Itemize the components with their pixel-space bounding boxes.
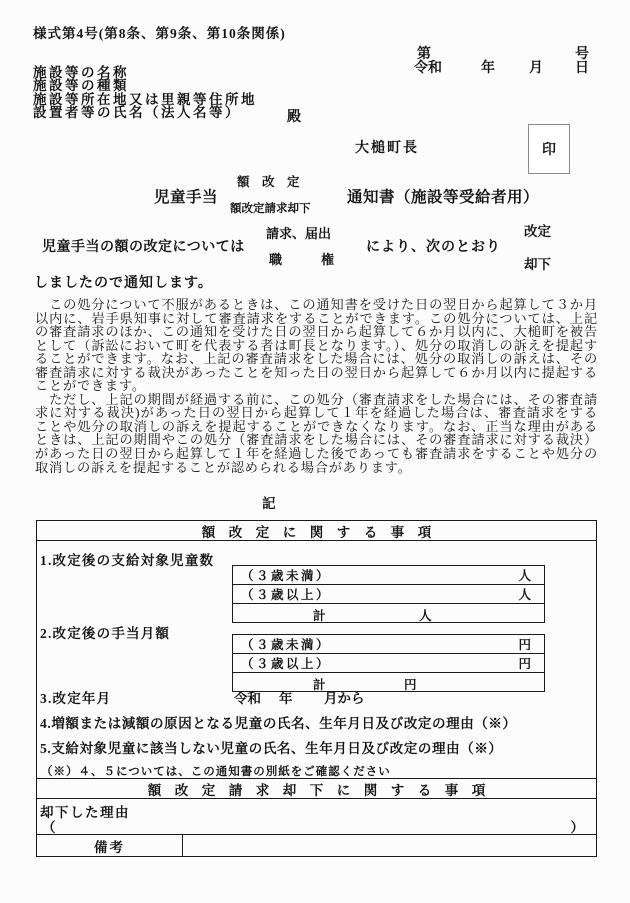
sentence-tail: しましたので通知します。 [34, 276, 213, 291]
facility-type-label: 施設等の種類 [33, 78, 129, 94]
over3-amount-label: （３歳以上） [241, 657, 332, 671]
seal-mark: 印 [542, 143, 556, 158]
seal-box [528, 124, 570, 174]
over3-amount-unit: 円 [518, 657, 531, 671]
appeal-paragraph-2: ただし、上記の期間が経過する前に、この処分（審査請求をした場合には、その審査請求に対する裁決)があった日の翌日から起算して１年を経過した場合は、審査請求をすることや処分の取消しの訴えを提起することができなくなります。なお、正当な理由があるときは、上記の期間やこの処分（審査請求をした場合には、その審査請求に対する裁決）があった日の翌日から起算して１年を経過した後であっても審査請求をすることや処分の取消しの訴えを提起することが認められる場合があります。 [35, 391, 598, 475]
children-count-table [232, 565, 545, 623]
sentence-option-authority: 職 権 [269, 252, 335, 267]
table-row [233, 566, 544, 585]
under3-amount-unit: 円 [518, 638, 531, 652]
title-suffix: 通知書（施設等受給者用） [347, 189, 540, 206]
under3-amount-label: （３歳未満） [241, 638, 332, 652]
rejection-reason-cell [37, 799, 596, 835]
item3-label: 3.改定年月 [40, 691, 112, 706]
sentence-option-rejected: 却下 [524, 257, 551, 272]
doc-number-prefix: 第 [417, 47, 431, 62]
title-prefix: 児童手当 [154, 189, 219, 206]
appeal-paragraph-1: この処分について不服があるときは、この通知書を受けた日の翌日から起算して３か月以内に、岩手県知事に対して審査請求をすることができます。この処分については、上記の審査請求のほか、この通知を受けた日の翌日から起算して６か月以内に、大槌町を被告として（訴訟において町を代表する者は町長となります。）、処分の取消しの訴えを提起することができます。なお、上記の審査請求をした場合には、処分の取消しの訴えは、その審査請求に対する裁決があったことを知った日の翌日から起算して６か月以内に提起することができます。 [35, 297, 598, 394]
table-row-total [233, 604, 544, 622]
section1-body [37, 541, 596, 779]
sentence-option-revised: 改定 [524, 224, 551, 239]
mayor-name: 大槌町長 [355, 141, 419, 156]
remarks-row [37, 835, 596, 856]
asterisk-note: （※）４、５については、この通知書の別紙をご確認ください [41, 766, 391, 778]
rejection-reason-label: 却下した理由 [40, 805, 130, 820]
doc-number-suffix: 号 [575, 47, 589, 62]
total-label: 計 [313, 609, 326, 623]
remarks-label: 備考 [37, 835, 183, 856]
over3-unit: 人 [518, 588, 531, 602]
under3-unit: 人 [518, 569, 531, 583]
item3-month-label: 月から [324, 691, 365, 706]
table-row [233, 585, 544, 604]
facility-name-label: 施設等の名称 [33, 65, 129, 80]
recipient-labels [33, 66, 257, 120]
date-day-label: 日 [575, 61, 589, 76]
remarks-value-cell [183, 835, 596, 856]
section1-header: 額 改 定 に 関 す る 事 項 [37, 521, 596, 541]
title-option-rejection: 額改定請求却下 [230, 203, 311, 215]
item3-era: 令和 [234, 691, 261, 706]
item1-label: 1.改定後の支給対象児童数 [40, 553, 215, 568]
table-row [233, 635, 544, 654]
details-table [36, 520, 597, 857]
date-year-label: 年 [481, 61, 495, 76]
appeal-instructions [35, 298, 598, 474]
sentence-option-request: 請求、届出 [266, 226, 332, 241]
table-row [233, 654, 544, 673]
total-amount-unit: 円 [404, 678, 417, 692]
item5-label: 5.支給対象児童に該当しない児童の氏名、生年月日及び改定の理由（※） [40, 741, 503, 756]
section2-header: 額 改 定 請 求 却 下 に 関 す る 事 項 [37, 779, 596, 799]
total-amount-label: 計 [313, 678, 326, 692]
honorific-label: 殿 [287, 110, 301, 125]
founder-name-label: 設置者等の氏名（法人名等） [33, 105, 241, 121]
sentence-middle: により、次のとおり [366, 240, 501, 255]
monthly-amount-table [232, 634, 545, 692]
sentence-lead: 児童手当の額の改定については [42, 240, 245, 255]
paren-close: ） [570, 820, 584, 835]
under3-label: （３歳未満） [241, 569, 332, 583]
total-unit: 人 [419, 609, 432, 623]
item3-year-label: 年 [279, 691, 293, 706]
item4-label: 4.増額または減額の原因となる児童の氏名、生年月日及び改定の理由（※） [40, 716, 517, 731]
date-month-label: 月 [529, 61, 543, 76]
date-era-label: 令和 [414, 61, 442, 76]
paren-open: （ [42, 820, 56, 835]
title-option-amount-revision: 額 改 定 [237, 175, 300, 189]
item2-label: 2.改定後の手当月額 [40, 626, 171, 641]
form-style-number: 様式第4号(第8条、第9条、第10条関係) [33, 26, 286, 41]
over3-label: （３歳以上） [241, 588, 332, 602]
facility-address-label: 施設等所在地又は里親等住所地 [33, 91, 257, 107]
ki-heading: 記 [262, 496, 278, 511]
